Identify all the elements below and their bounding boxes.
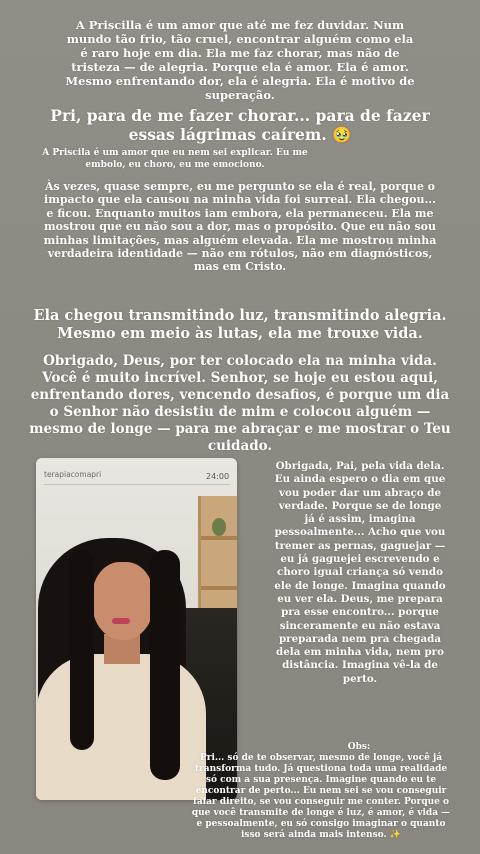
person-lips bbox=[112, 618, 130, 624]
story-text-paragraph-1: A Priscilla é um amor que até me fez duvidar. Num mundo tão frio, tão cruel, encontrar alguém como ela é raro hoje em dia. Ela me faz chorar, mas não de tristeza — de alegria. Porque ela é amor. Ela é amor. Mesmo enfrentando dor, ela é alegria. Ela é motivo de superação. bbox=[65, 18, 415, 102]
story-text-paragraph-2: Às vezes, quase sempre, eu me pergunto se ela é real, porque o impacto que ela causou na minha vida foi surreal. Ela chegou... e ficou. Enquanto muitos iam embora, ela permaneceu. Ela me mostrou que eu não sou a dor, mas o propósito. Que eu não sou minhas limitações, mas alguém elevada. Ela me mostrou minha verdadeira identidade — não em rótulos, não em diagnósticos, mas em Cristo. bbox=[43, 180, 437, 274]
embedded-video-frame[interactable] bbox=[36, 458, 237, 800]
story-text-obs: Pri... só de te observar, mesmo de longe, você já transforma tudo. Já questiona toda uma realidade só com a sua presença. Imagine quando eu te encontrar de perto... Eu nem sei se vou conseguir falar direito, se vou conseguir me conter. Porque o que você transmite de longe é luz, é amor, é vida — e pessoalmente, eu só consigo imaginar o quanto isso será ainda mais intenso. ✨ bbox=[191, 753, 451, 840]
story-text-highlight: Ela chegou transmitindo luz, transmitindo alegria. Mesmo em meio às lutas, ela me trouxe vida. bbox=[33, 307, 447, 342]
person-face bbox=[92, 562, 154, 640]
person-shirt bbox=[36, 654, 206, 800]
video-username[interactable]: terapiacomapri bbox=[44, 470, 102, 479]
shelf-board bbox=[201, 536, 237, 540]
video-timestamp: 24:00 bbox=[206, 472, 230, 481]
story-text-obs-label: Obs: bbox=[347, 742, 371, 752]
story-text-small: A Priscila é um amor que eu nem sei explicar. Eu me embolo, eu choro, eu me emociono. bbox=[42, 148, 308, 170]
plant-decor bbox=[212, 518, 226, 536]
shelf-board bbox=[201, 586, 237, 590]
story-text-side-column: Obrigada, Pai, pela vida dela. Eu ainda espero o dia em que vou poder dar um abraço de verdade. Porque se de longe já é assim, imagina pessoalmente... Acho que vou tremer as pernas, gaguejar — eu já gaguejei escrevendo e choro igual criança só vendo ele de longe. Imagina quando eu ver ela. Deus, me prepara pra esse encontro... porque sinceramente eu não estava preparada nem pra chegada dela em minha vida, nem pro distância. Imagina vê-la de perto. bbox=[274, 460, 446, 685]
video-progress-bar bbox=[44, 484, 230, 485]
story-text-headline: Pri, para de me fazer chorar... para de fazer essas lágrimas caírem. 🥹 bbox=[50, 106, 430, 144]
story-text-prayer: Obrigado, Deus, por ter colocado ela na minha vida. Você é muito incrível. Senhor, se hoje eu estou aqui, enfrentando dores, vencendo desafios, é porque um dia o Senhor não desistiu de mim e colocou alguém — mesmo de longe — para me abraçar e me mostrar o Teu cuidado. bbox=[29, 353, 451, 454]
person-hair-right bbox=[150, 550, 180, 780]
person-hair-left bbox=[70, 550, 94, 750]
